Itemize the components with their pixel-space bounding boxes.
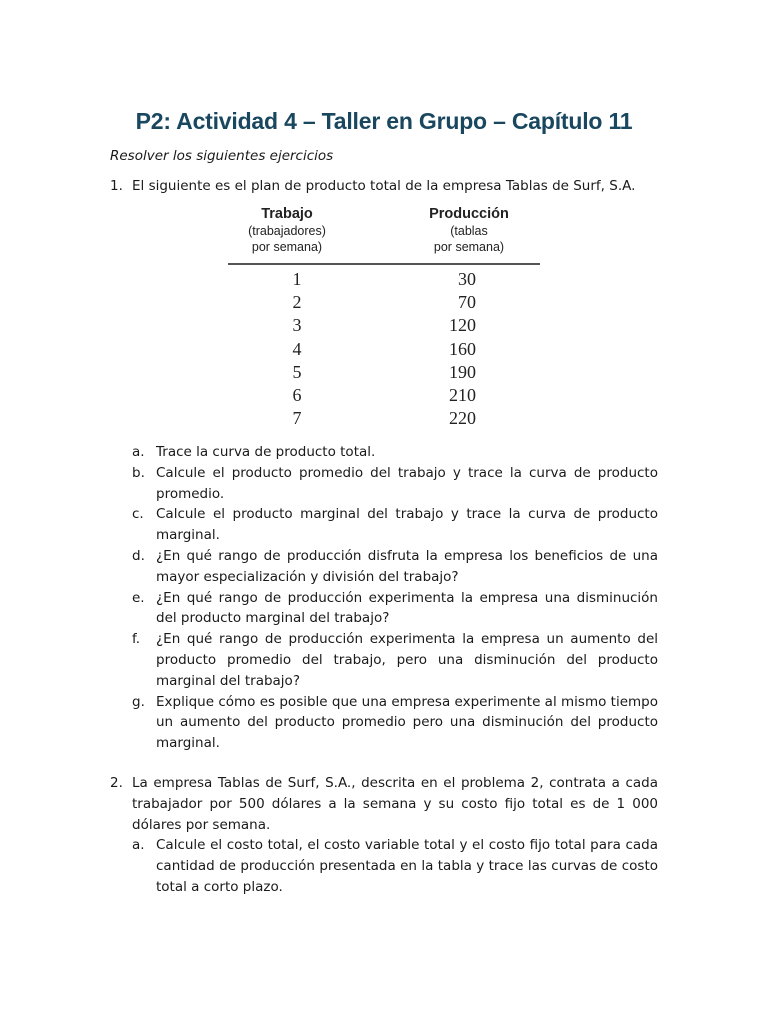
question-1: [110, 178, 635, 194]
item-text: Trace la curva de producto total.: [156, 444, 376, 460]
question-number: 2.: [110, 775, 123, 791]
table-row: [228, 292, 540, 315]
labor-cell: 7: [292, 408, 302, 429]
item-text: ¿En qué rango de producción experimenta la empresa un aumento del producto promedio del trabajo, pero una disminución del producto marginal del trabajo?: [156, 631, 658, 689]
labor-cell: 2: [292, 292, 302, 313]
output-cell: 70: [458, 292, 476, 313]
table-row: [228, 339, 540, 362]
list-item: [132, 588, 658, 630]
item-label: b.: [132, 464, 145, 481]
item-label: a.: [132, 837, 145, 853]
question-number: 1.: [110, 178, 123, 194]
question-1-subitems: [132, 442, 658, 754]
item-text: ¿En qué rango de producción disfruta la empresa los beneficios de una mayor especialización y división del trabajo?: [156, 547, 658, 585]
list-item: [132, 442, 658, 463]
page-title: P2: Actividad 4 – Taller en Grupo – Capítulo 11: [135, 108, 633, 134]
header-output: [414, 205, 524, 255]
list-item: [132, 692, 658, 754]
table-row: [228, 408, 540, 431]
item-text: ¿En qué rango de producción experimenta la empresa una disminución del producto marginal del trabajo?: [156, 589, 658, 627]
table-row: [228, 385, 540, 408]
header-labor-sub1: (trabajadores): [248, 224, 326, 238]
question-text: La empresa Tablas de Surf, S.A., descrita en el problema 2, contrata a cada trabajador por 500 dólares a la semana y su costo fijo total es de 1 000 dólares por semana.: [132, 775, 658, 833]
table-row: [228, 315, 540, 338]
question-2-subitems: [132, 835, 658, 897]
output-cell: 160: [449, 338, 476, 359]
labor-cell: 1: [292, 269, 302, 289]
output-cell: 210: [449, 384, 476, 405]
table-row: [228, 269, 540, 292]
labor-cell: 5: [292, 361, 302, 382]
item-text: Calcule el producto marginal del trabajo y trace la curva de producto marginal.: [156, 506, 658, 544]
item-text: Explique cómo es posible que una empresa experimente al mismo tiempo un aumento del producto promedio pero una disminución del producto marginal.: [156, 693, 658, 752]
output-cell: 30: [458, 269, 476, 289]
output-cell: 190: [449, 361, 476, 382]
item-label: a.: [132, 444, 145, 460]
labor-cell: 3: [292, 315, 302, 336]
item-label: f.: [132, 631, 141, 648]
question-text: El siguiente es el plan de producto total de la empresa Tablas de Surf, S.A.: [132, 178, 636, 194]
labor-cell: 4: [292, 338, 302, 359]
item-label: c.: [132, 506, 144, 523]
header-labor: [228, 205, 346, 255]
item-text: Calcule el costo total, el costo variable total y el costo fijo total para cada cantidad de producción presentada en la tabla y trace las curvas de costo total a corto plazo.: [156, 837, 658, 895]
output-cell: 220: [449, 408, 476, 429]
list-item: [132, 546, 658, 588]
header-output-sub2: por semana): [433, 240, 505, 254]
output-cell: 120: [449, 315, 476, 336]
item-label: d.: [132, 547, 145, 564]
table-body: [228, 269, 540, 431]
item-label: e.: [132, 589, 145, 606]
list-item: [132, 835, 658, 897]
instructions: Resolver los siguientes ejercicios: [110, 148, 334, 164]
list-item: [132, 504, 658, 546]
table-divider: [228, 263, 540, 265]
item-label: g.: [132, 693, 145, 710]
list-item: [132, 463, 658, 505]
list-item: [132, 629, 658, 691]
question-2: [110, 773, 658, 835]
item-text: Calcule el producto promedio del trabajo y trace la curva de producto promedio.: [156, 464, 658, 502]
header-output-sub1: (tablas: [450, 224, 488, 238]
header-labor-title: Trabajo: [261, 206, 313, 222]
table-row: [228, 362, 540, 385]
labor-cell: 6: [292, 384, 302, 405]
header-output-title: Producción: [429, 206, 509, 222]
header-labor-sub2: por semana): [251, 240, 323, 254]
